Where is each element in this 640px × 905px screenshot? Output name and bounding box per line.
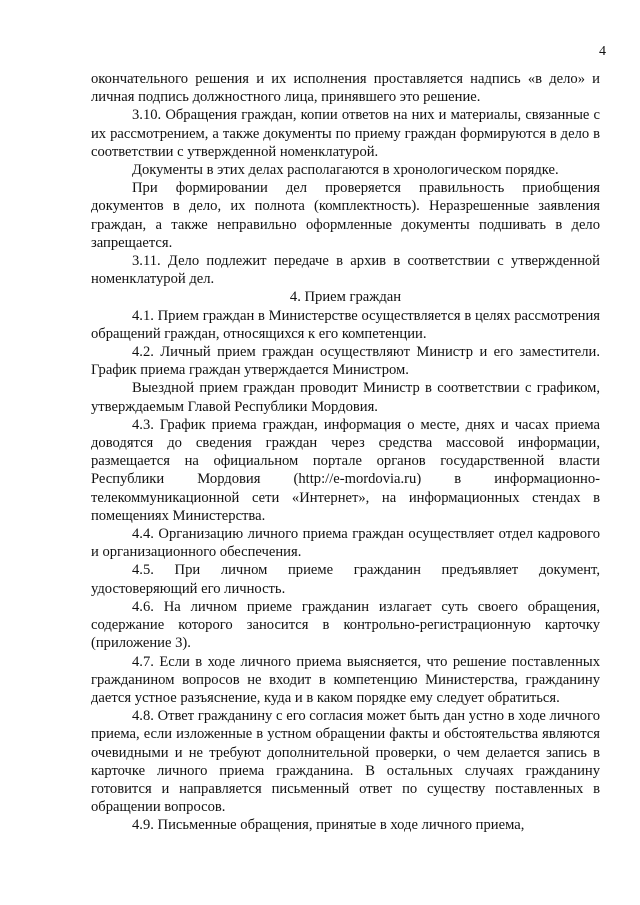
- paragraph: 4.5. При личном приеме гражданин предъявляет документ, удостоверяющий его личность.: [91, 562, 600, 597]
- paragraph: 4.6. На личном приеме гражданин излагает суть своего обращения, содержание которого заносится в контрольно-регистрационную карточку (приложение 3).: [91, 598, 600, 652]
- paragraph: Выездной прием граждан проводит Министр в соответствии с графиком, утверждаемым Главой Республики Мордовия.: [91, 380, 600, 415]
- paragraph: 4.7. Если в ходе личного приема выясняется, что решение поставленных гражданином вопросов не входит в компетенцию Министерства, гражданину дается устное разъяснение, куда и в каком порядке ему следует обратиться.: [91, 653, 600, 706]
- paragraph: 4.8. Ответ гражданину с его согласия может быть дан устно в ходе личного приема, если изложенные в устном обращении факты и обстоятельства являются очевидными и не требуют дополнительной проверки, о чем делается запись в карточке личного приема гражданина. В остальных случаях гражданину готовится и направляется письменный ответ по существу поставленных в обращении вопросов.: [91, 708, 600, 816]
- paragraph: При формировании дел проверяется правильность приобщения документов в дело, их полнота (комплектность). Неразрешенные заявления граждан, а также неправильно оформленные документы подшивать в дело запрещается.: [91, 180, 600, 251]
- paragraph: 3.11. Дело подлежит передаче в архив в соответствии с утвержденной номенклатурой дел.: [91, 253, 600, 288]
- section-title: 4. Прием граждан: [289, 289, 402, 306]
- paragraph: 3.10. Обращения граждан, копии ответов на них и материалы, связанные с их рассмотрением, а также документы по приему граждан формируются в дело в соответствии с утвержденной номенклатурой.: [91, 107, 600, 160]
- paragraph: окончательного решения и их исполнения проставляется надпись «в дело» и личная подпись должностного лица, принявшего это решение.: [91, 71, 600, 106]
- paragraph: 4.2. Личный прием граждан осуществляют Министр и его заместители. График приема граждан утверждается Министром.: [91, 344, 600, 379]
- paragraph: 4.3. График приема граждан, информация о месте, днях и часах приема доводятся до сведения граждан через средства массовой информации, размещается на официальном портале органов государственной власти Республики Мордовия (http://e-mordovia.ru) в информационно-телекоммуникационной сети «Интернет», на информационных стендах в помещениях Министерства.: [91, 416, 600, 524]
- page-number: 4: [599, 44, 606, 59]
- paragraph: 4.4. Организацию личного приема граждан осуществляет отдел кадрового и организационного обеспечения.: [91, 526, 600, 561]
- paragraph: 4.9. Письменные обращения, принятые в ходе личного приема,: [132, 817, 525, 834]
- paragraph: 4.1. Прием граждан в Министерстве осуществляется в целях рассмотрения обращений граждан, относящихся к его компетенции.: [91, 307, 600, 342]
- paragraph: Документы в этих делах располагаются в хронологическом порядке.: [132, 162, 559, 179]
- document-body: [91, 70, 600, 835]
